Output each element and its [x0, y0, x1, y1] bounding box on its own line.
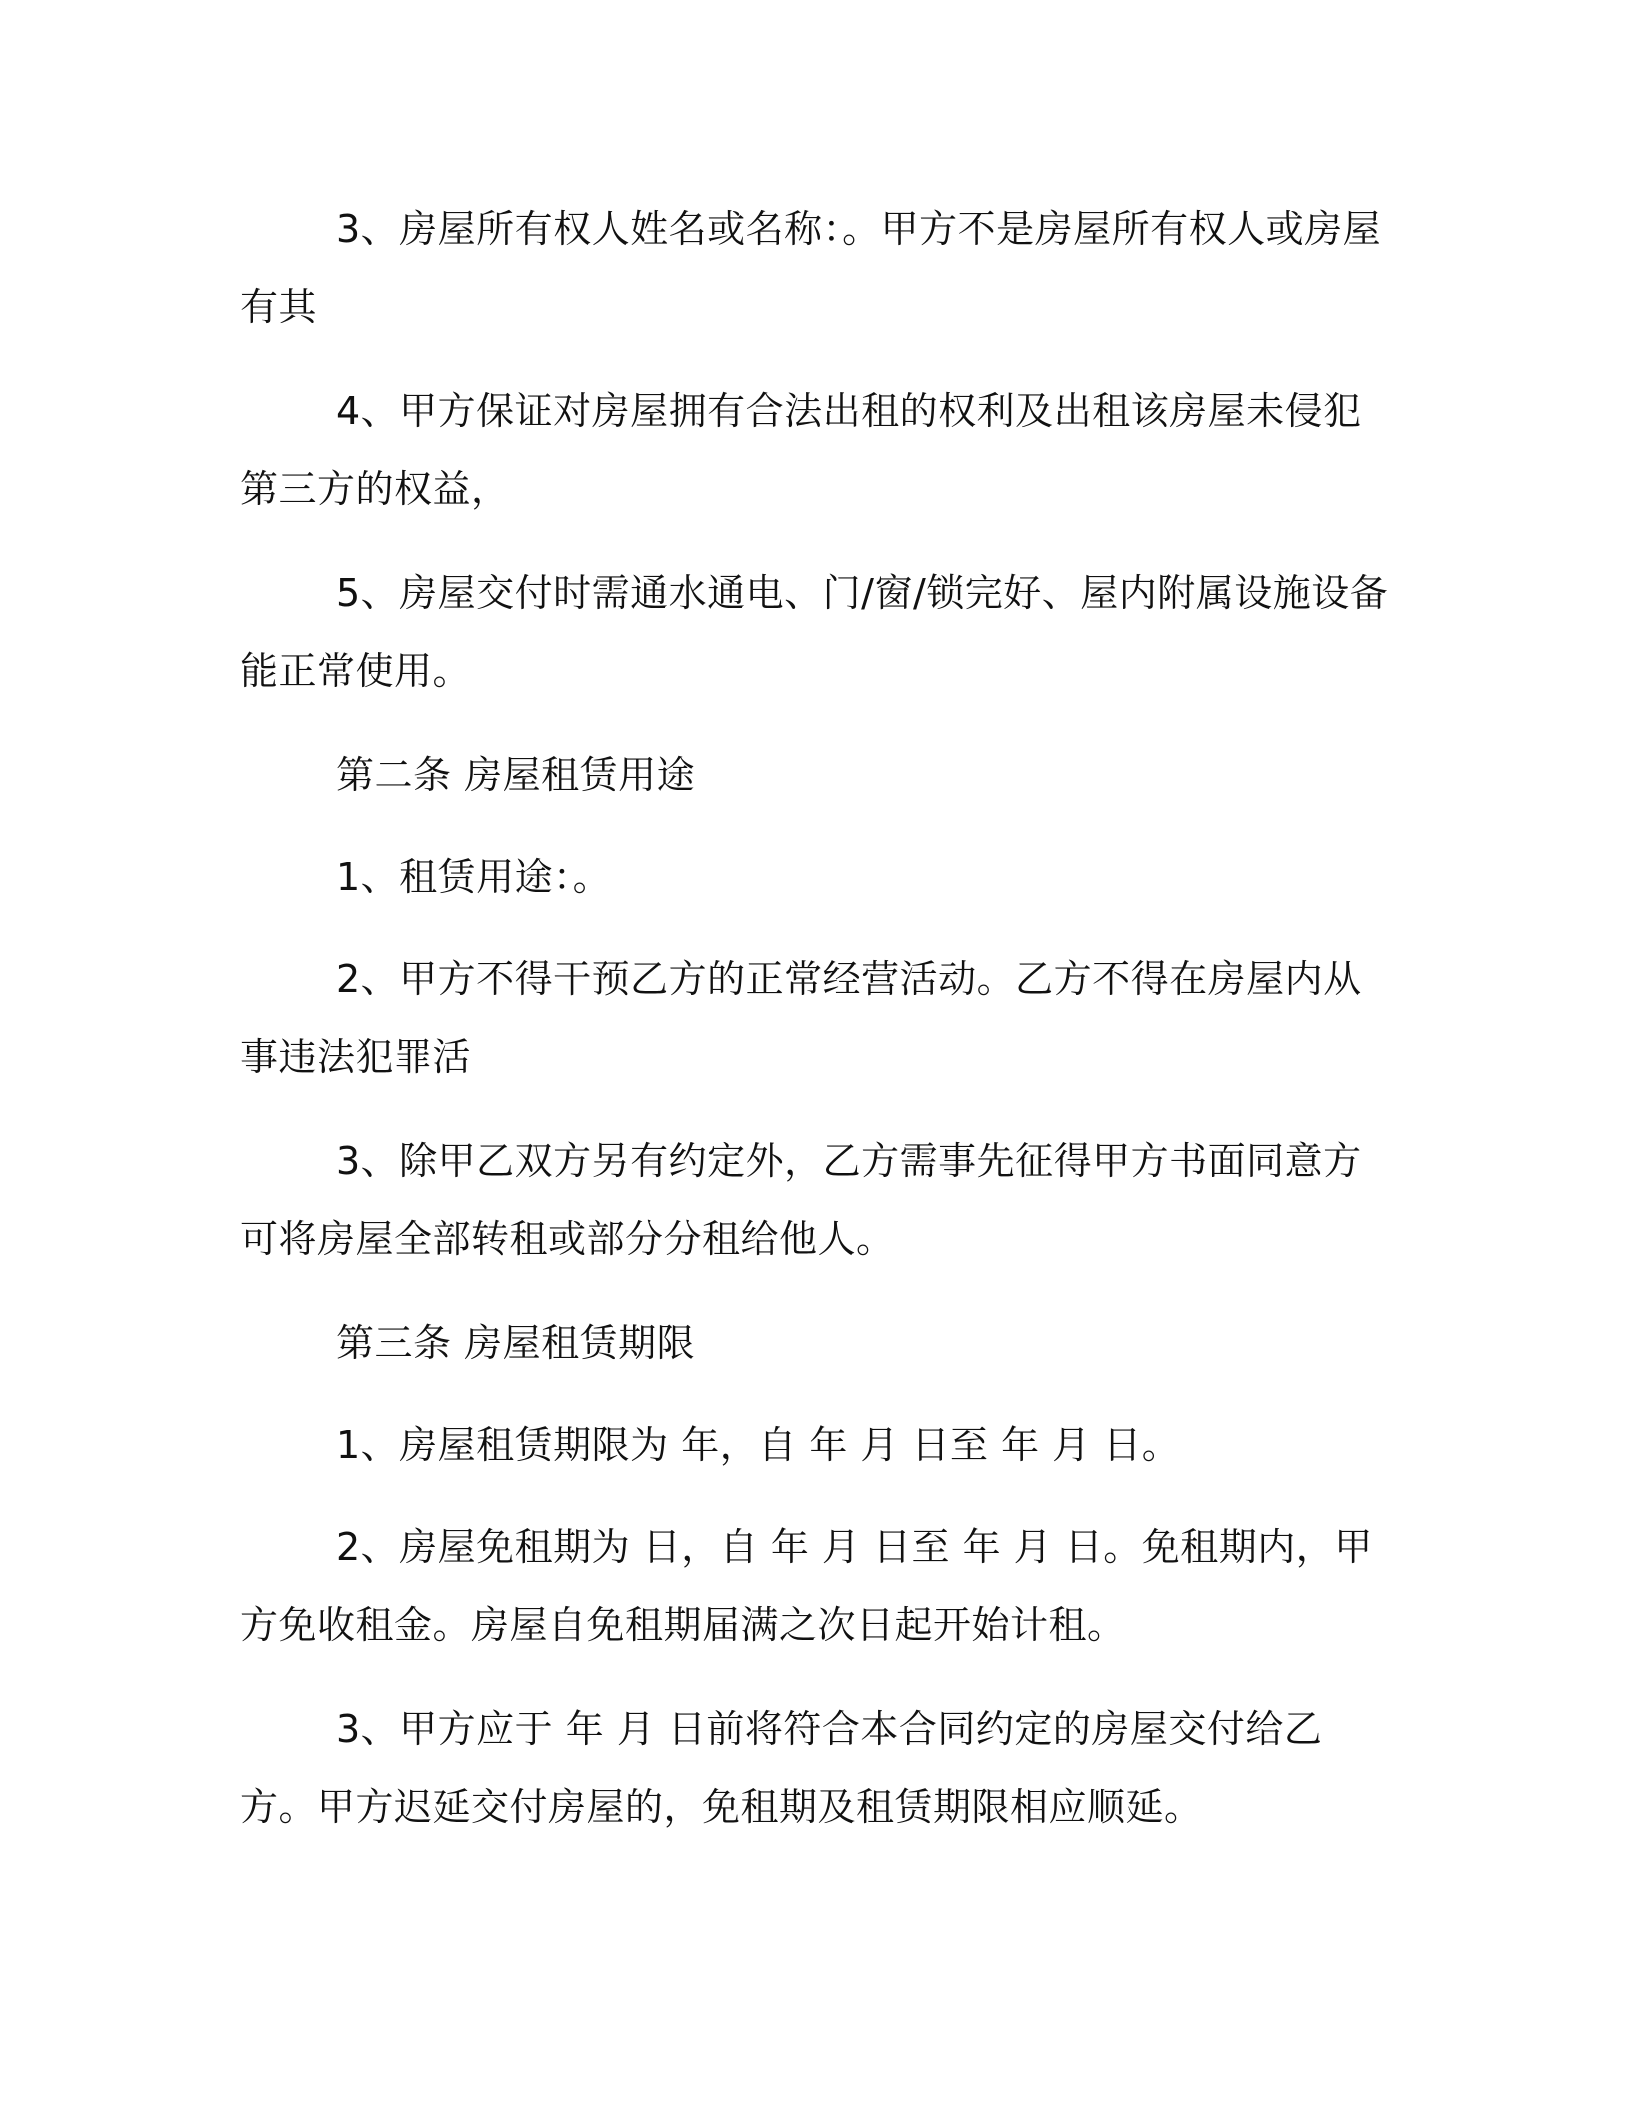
paragraph-owner-name: 3、房屋所有权人姓名或名称：。甲方不是房屋所有权人或房屋有其 [240, 207, 1382, 329]
section-heading-article-2: 第二条 房屋租赁用途 [336, 753, 696, 797]
paragraph-rent-free-period: 2、房屋免租期为 日，自 年 月 日至 年 月 日。免租期内，甲方免收租金。房屋自免租期届满之次日起开始计租。 [240, 1525, 1373, 1647]
paragraph-lease-purpose: 1、租赁用途：。 [336, 855, 612, 899]
paragraph-delivery-condition: 5、房屋交付时需通水通电、门/窗/锁完好、屋内附属设施设备能正常使用。 [240, 571, 1389, 693]
paragraph-lessor-guarantee: 4、甲方保证对房屋拥有合法出租的权利及出租该房屋未侵犯第三方的权益， [240, 389, 1362, 511]
paragraph-delivery-date: 3、甲方应于 年 月 日前将符合本合同约定的房屋交付给乙方。甲方迟延交付房屋的，免租期及租赁期限相应顺延。 [240, 1707, 1323, 1829]
paragraph-lease-term: 1、房屋租赁期限为 年，自 年 月 日至 年 月 日。 [336, 1423, 1181, 1467]
section-heading-article-3: 第三条 房屋租赁期限 [336, 1321, 696, 1365]
paragraph-sublease: 3、除甲乙双方另有约定外，乙方需事先征得甲方书面同意方可将房屋全部转租或部分分租给他人。 [240, 1139, 1362, 1261]
document-body [240, 190, 1390, 1846]
paragraph-no-interference: 2、甲方不得干预乙方的正常经营活动。乙方不得在房屋内从事违法犯罪活 [240, 957, 1362, 1079]
